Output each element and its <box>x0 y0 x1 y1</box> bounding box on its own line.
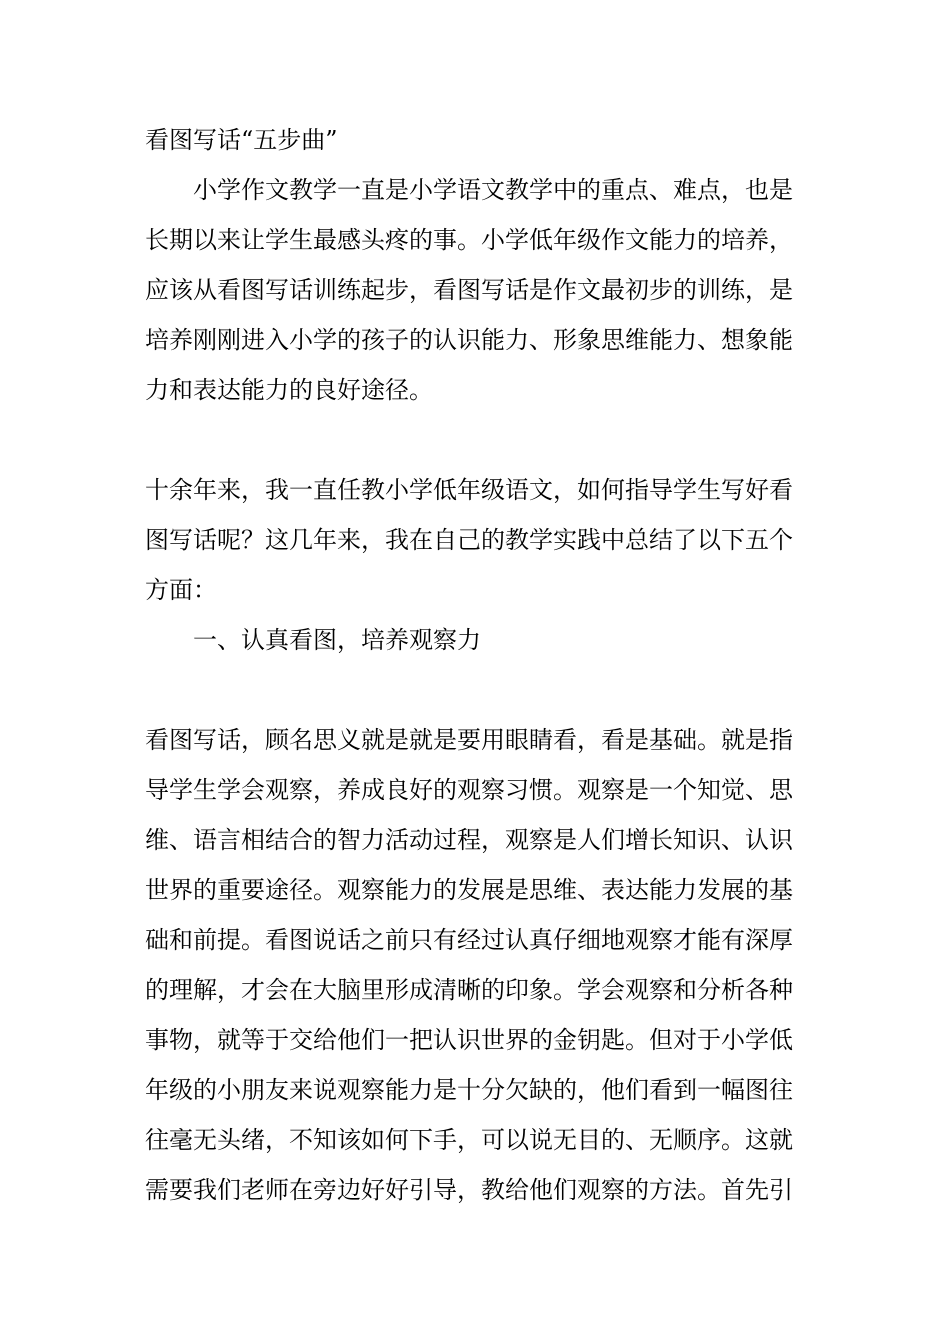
paragraph-3-line-1: 看图写话，顾名思义就是就是要用眼睛看，看是基础。就是指 <box>145 726 793 754</box>
paragraph-3-line-6: 的理解，才会在大脑里形成清晰的印象。学会观察和分析各种 <box>145 976 793 1004</box>
paragraph-1-line-1: 小学作文教学一直是小学语文教学中的重点、难点，也是 <box>193 176 793 204</box>
paragraph-1-line-3: 应该从看图写话训练起步，看图写话是作文最初步的训练，是 <box>145 276 793 304</box>
paragraph-3-line-7: 事物，就等于交给他们一把认识世界的金钥匙。但对于小学低 <box>145 1026 793 1054</box>
paragraph-3-line-3: 维、语言相结合的智力活动过程，观察是人们增长知识、认识 <box>145 826 793 854</box>
document-title: 看图写话“五步曲” <box>145 126 338 154</box>
paragraph-2-line-1: 十余年来，我一直任教小学低年级语文，如何指导学生写好看 <box>145 476 793 504</box>
paragraph-1-line-5: 力和表达能力的良好途径。 <box>145 376 433 404</box>
paragraph-3-line-4: 世界的重要途径。观察能力的发展是思维、表达能力发展的基 <box>145 876 793 904</box>
paragraph-3-line-9: 往毫无头绪，不知该如何下手，可以说无目的、无顺序。这就 <box>145 1126 793 1154</box>
paragraph-3-line-8: 年级的小朋友来说观察能力是十分欠缺的，他们看到一幅图往 <box>145 1076 793 1104</box>
paragraph-2-line-3: 方面： <box>145 576 217 604</box>
paragraph-3-line-2: 导学生学会观察，养成良好的观察习惯。观察是一个知觉、思 <box>145 776 793 804</box>
paragraph-1-line-2: 长期以来让学生最感头疼的事。小学低年级作文能力的培养， <box>145 226 793 254</box>
paragraph-3-line-10: 需要我们老师在旁边好好引导，教给他们观察的方法。首先引 <box>145 1176 793 1204</box>
paragraph-3-line-5: 础和前提。看图说话之前只有经过认真仔细地观察才能有深厚 <box>145 926 793 954</box>
paragraph-2-line-2: 图写话呢？这几年来，我在自己的教学实践中总结了以下五个 <box>145 526 793 554</box>
section-1-heading: 一、认真看图，培养观察力 <box>193 626 481 654</box>
paragraph-1-line-4: 培养刚刚进入小学的孩子的认识能力、形象思维能力、想象能 <box>145 326 793 354</box>
